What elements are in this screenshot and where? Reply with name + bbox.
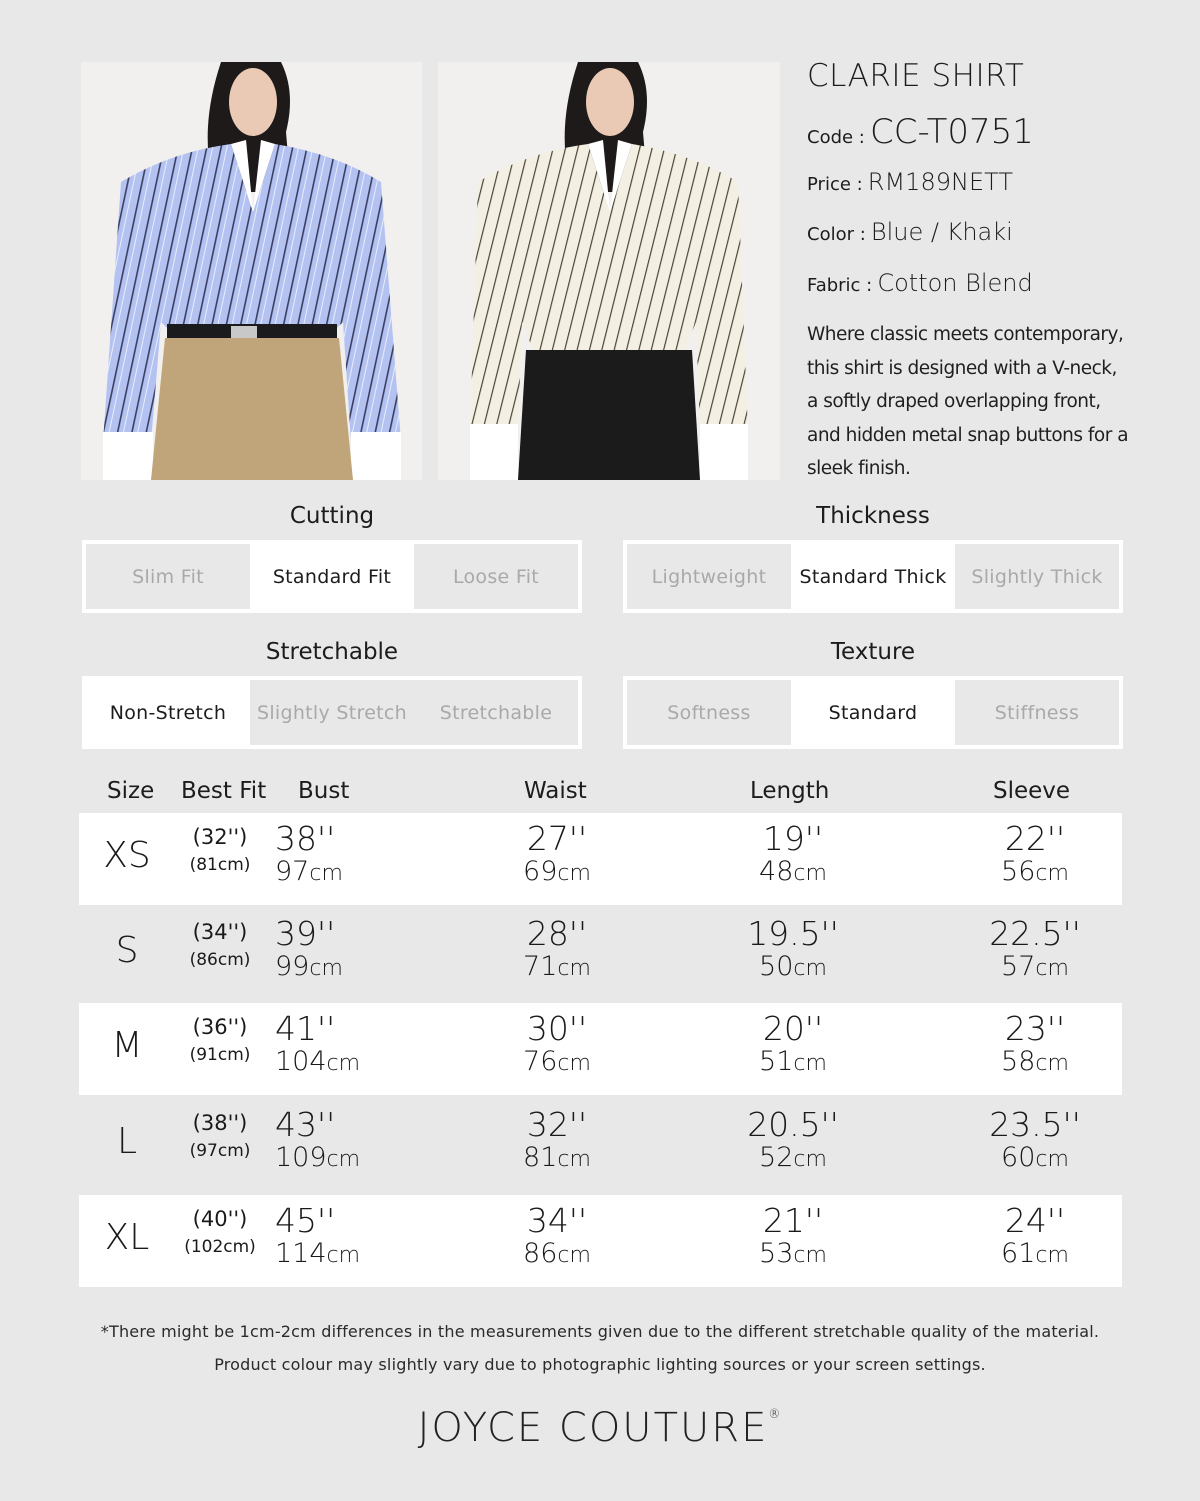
product-description: Where classic meets contemporary, this shirt is designed with a V-neck, a softly draped overlapping front, and hidden metal snap buttons for a sleek finish. xyxy=(807,324,1129,479)
length-inch: 20.5'' xyxy=(747,1105,839,1144)
length-cm xyxy=(723,1047,863,1079)
header-bust: Bust xyxy=(298,778,350,804)
price-label: Price : xyxy=(807,174,863,195)
sleeve-inch: 23.5'' xyxy=(989,1105,1081,1144)
waist-inch: 28'' xyxy=(526,914,588,953)
bust-cm-value: 104 xyxy=(275,1046,327,1077)
waist-cm-value: 69 xyxy=(523,856,558,887)
table-row xyxy=(79,1099,1122,1191)
cm-unit: cm xyxy=(793,1243,827,1268)
waist-cm xyxy=(487,1143,627,1175)
bust-cm xyxy=(275,1047,385,1079)
color-value: Blue / Khaki xyxy=(870,218,1013,246)
bust-cell xyxy=(275,916,385,984)
header-length: Length xyxy=(750,778,830,804)
cm-unit: cm xyxy=(309,956,343,981)
length-inch: 20'' xyxy=(762,1009,824,1048)
brand-logo xyxy=(0,1405,1200,1451)
best-fit-cm: (91cm) xyxy=(189,1045,251,1065)
size-label: S xyxy=(115,930,139,971)
fabric-value: Cotton Blend xyxy=(877,269,1033,297)
sleeve-inch: 22'' xyxy=(1004,819,1066,858)
registered-mark: ® xyxy=(768,1407,783,1421)
size-label: L xyxy=(116,1121,138,1162)
waist-cm xyxy=(487,1239,627,1271)
bust-cm-value: 109 xyxy=(275,1142,327,1173)
stretchable-option[interactable]: Non-Stretch xyxy=(86,680,250,745)
waist-cell xyxy=(487,916,627,984)
waist-cell xyxy=(487,1107,627,1175)
length-cm xyxy=(723,952,863,984)
best-fit-cell xyxy=(175,1195,265,1257)
cm-unit: cm xyxy=(309,861,343,886)
sleeve-cm xyxy=(965,1239,1105,1271)
sleeve-cm-value: 58 xyxy=(1001,1046,1036,1077)
sleeve-cm-value: 57 xyxy=(1001,951,1036,982)
thickness-option[interactable]: Slightly Thick xyxy=(971,565,1103,588)
thickness-title: Thickness xyxy=(816,503,930,529)
size-label: XS xyxy=(103,835,151,876)
waist-cm xyxy=(487,1047,627,1079)
bust-cm xyxy=(275,952,385,984)
cm-unit: cm xyxy=(793,1051,827,1076)
best-fit-inch: (34'') xyxy=(192,920,248,944)
waist-cm-value: 76 xyxy=(523,1046,558,1077)
product-photo-khaki xyxy=(438,62,780,480)
color-label: Color : xyxy=(807,224,866,245)
sleeve-cell xyxy=(965,916,1105,984)
bust-cell xyxy=(275,821,385,889)
best-fit-cell xyxy=(175,813,265,875)
best-fit-cm: (97cm) xyxy=(189,1141,251,1161)
table-row xyxy=(79,813,1122,905)
length-cm xyxy=(723,857,863,889)
texture-option[interactable]: Stiffness xyxy=(994,701,1080,724)
waist-cell xyxy=(487,1203,627,1271)
bust-cm-value: 99 xyxy=(275,951,310,982)
best-fit-inch: (36'') xyxy=(192,1015,248,1039)
cm-unit: cm xyxy=(557,861,591,886)
best-fit-inch: (40'') xyxy=(192,1207,248,1231)
cutting-title: Cutting xyxy=(289,503,375,529)
bust-cm-value: 97 xyxy=(275,856,310,887)
best-fit-cm: (81cm) xyxy=(189,855,251,875)
waist-cm-value: 86 xyxy=(523,1238,558,1269)
cm-unit: cm xyxy=(1035,1243,1069,1268)
cutting-option[interactable]: Slim Fit xyxy=(132,565,204,588)
cm-unit: cm xyxy=(557,1243,591,1268)
length-cm xyxy=(723,1239,863,1271)
cutting-selector xyxy=(82,540,582,613)
sleeve-cell xyxy=(965,1203,1105,1271)
table-row xyxy=(79,908,1122,1000)
length-cm-value: 53 xyxy=(759,1238,794,1269)
cm-unit: cm xyxy=(793,1147,827,1172)
bust-inch: 39'' xyxy=(275,914,336,953)
bust-cm xyxy=(275,857,385,889)
texture-option[interactable]: Standard xyxy=(791,680,955,745)
length-cell xyxy=(723,821,863,889)
length-cell xyxy=(723,916,863,984)
stretchable-title: Stretchable xyxy=(265,639,399,665)
table-row xyxy=(79,1195,1122,1287)
sleeve-cm xyxy=(965,1143,1105,1175)
product-color xyxy=(807,218,1013,246)
sleeve-cm-value: 61 xyxy=(1001,1238,1036,1269)
sleeve-inch: 24'' xyxy=(1004,1201,1066,1240)
bust-cm-value: 114 xyxy=(275,1238,327,1269)
bust-cell xyxy=(275,1107,385,1175)
sleeve-cell xyxy=(965,1107,1105,1175)
bust-cm xyxy=(275,1239,385,1271)
sleeve-cell xyxy=(965,1011,1105,1079)
waist-cm-value: 81 xyxy=(523,1142,558,1173)
product-fabric xyxy=(807,269,1033,297)
thickness-option[interactable]: Standard Thick xyxy=(791,544,955,609)
cm-unit: cm xyxy=(1035,956,1069,981)
best-fit-cm: (86cm) xyxy=(189,950,251,970)
bust-cell xyxy=(275,1203,385,1271)
price-value: RM189NETT xyxy=(867,168,1014,196)
waist-cell xyxy=(487,1011,627,1079)
length-cm-value: 48 xyxy=(759,856,794,887)
bust-inch: 41'' xyxy=(275,1009,336,1048)
sleeve-cell xyxy=(965,821,1105,889)
sleeve-cm xyxy=(965,1047,1105,1079)
table-row xyxy=(79,1003,1122,1095)
best-fit-cell xyxy=(175,908,265,970)
stretchable-option[interactable]: Slightly Stretch xyxy=(256,701,408,724)
code-value: CC-T0751 xyxy=(869,112,1034,152)
bust-inch: 38'' xyxy=(275,819,336,858)
best-fit-cm: (102cm) xyxy=(184,1237,256,1257)
bust-cm xyxy=(275,1143,385,1175)
waist-inch: 27'' xyxy=(526,819,588,858)
cm-unit: cm xyxy=(793,956,827,981)
length-inch: 21'' xyxy=(762,1201,824,1240)
bust-cell xyxy=(275,1011,385,1079)
product-title: CLARIE SHIRT xyxy=(807,58,1025,94)
texture-title: Texture xyxy=(830,639,916,665)
length-inch: 19.5'' xyxy=(747,914,839,953)
header-best-fit: Best Fit xyxy=(181,778,267,804)
texture-selector xyxy=(623,676,1123,749)
length-cm xyxy=(723,1143,863,1175)
colour-note: Product colour may slightly vary due to photographic lighting sources or your screen settings. xyxy=(214,1355,986,1374)
thickness-selector xyxy=(623,540,1123,613)
cm-unit: cm xyxy=(557,956,591,981)
length-cell xyxy=(723,1107,863,1175)
stretchable-selector xyxy=(82,676,582,749)
texture-option[interactable]: Softness xyxy=(667,701,751,724)
length-cm-value: 51 xyxy=(759,1046,794,1077)
cm-unit: cm xyxy=(326,1147,361,1172)
cm-unit: cm xyxy=(793,861,827,886)
cm-unit: cm xyxy=(1035,861,1069,886)
sleeve-cm-value: 56 xyxy=(1001,856,1036,887)
length-inch: 19'' xyxy=(762,819,824,858)
waist-cm xyxy=(487,952,627,984)
cutting-option[interactable]: Loose Fit xyxy=(452,565,540,588)
waist-inch: 30'' xyxy=(526,1009,588,1048)
sleeve-cm xyxy=(965,857,1105,889)
cm-unit: cm xyxy=(557,1051,591,1076)
length-cm-value: 50 xyxy=(759,951,794,982)
product-photo-blue xyxy=(81,62,422,480)
measurement-note: *There might be 1cm-2cm differences in the measurements given due to the different stretchable quality of the material. xyxy=(100,1322,1100,1341)
sleeve-cm xyxy=(965,952,1105,984)
waist-inch: 34'' xyxy=(526,1201,588,1240)
waist-cell xyxy=(487,821,627,889)
bust-inch: 45'' xyxy=(275,1201,336,1240)
best-fit-cell xyxy=(175,1003,265,1065)
waist-inch: 32'' xyxy=(526,1105,588,1144)
sleeve-cm-value: 60 xyxy=(1001,1142,1036,1173)
cm-unit: cm xyxy=(326,1051,361,1076)
header-waist: Waist xyxy=(524,778,587,804)
cm-unit: cm xyxy=(1035,1147,1069,1172)
length-cm-value: 52 xyxy=(759,1142,794,1173)
header-size: Size xyxy=(107,778,155,804)
best-fit-inch: (32'') xyxy=(192,825,248,849)
header-sleeve: Sleeve xyxy=(993,778,1071,804)
sleeve-inch: 22.5'' xyxy=(989,914,1081,953)
length-cell xyxy=(723,1011,863,1079)
bust-inch: 43'' xyxy=(275,1105,336,1144)
size-label: M xyxy=(111,1025,143,1066)
sleeve-inch: 23'' xyxy=(1004,1009,1066,1048)
fabric-label: Fabric : xyxy=(807,275,873,296)
length-cell xyxy=(723,1203,863,1271)
waist-cm-value: 71 xyxy=(523,951,558,982)
best-fit-inch: (38'') xyxy=(192,1111,248,1135)
cutting-option[interactable]: Standard Fit xyxy=(250,544,414,609)
best-fit-cell xyxy=(175,1099,265,1161)
thickness-option[interactable]: Lightweight xyxy=(651,565,767,588)
cm-unit: cm xyxy=(326,1243,361,1268)
waist-cm xyxy=(487,857,627,889)
code-label: Code : xyxy=(807,127,865,148)
cm-unit: cm xyxy=(1035,1051,1069,1076)
cm-unit: cm xyxy=(557,1147,591,1172)
product-code xyxy=(807,112,1034,152)
size-label: XL xyxy=(104,1217,150,1258)
product-price xyxy=(807,168,1013,196)
brand-name: JOYCE COUTURE xyxy=(417,1405,769,1451)
stretchable-option[interactable]: Stretchable xyxy=(439,701,553,724)
